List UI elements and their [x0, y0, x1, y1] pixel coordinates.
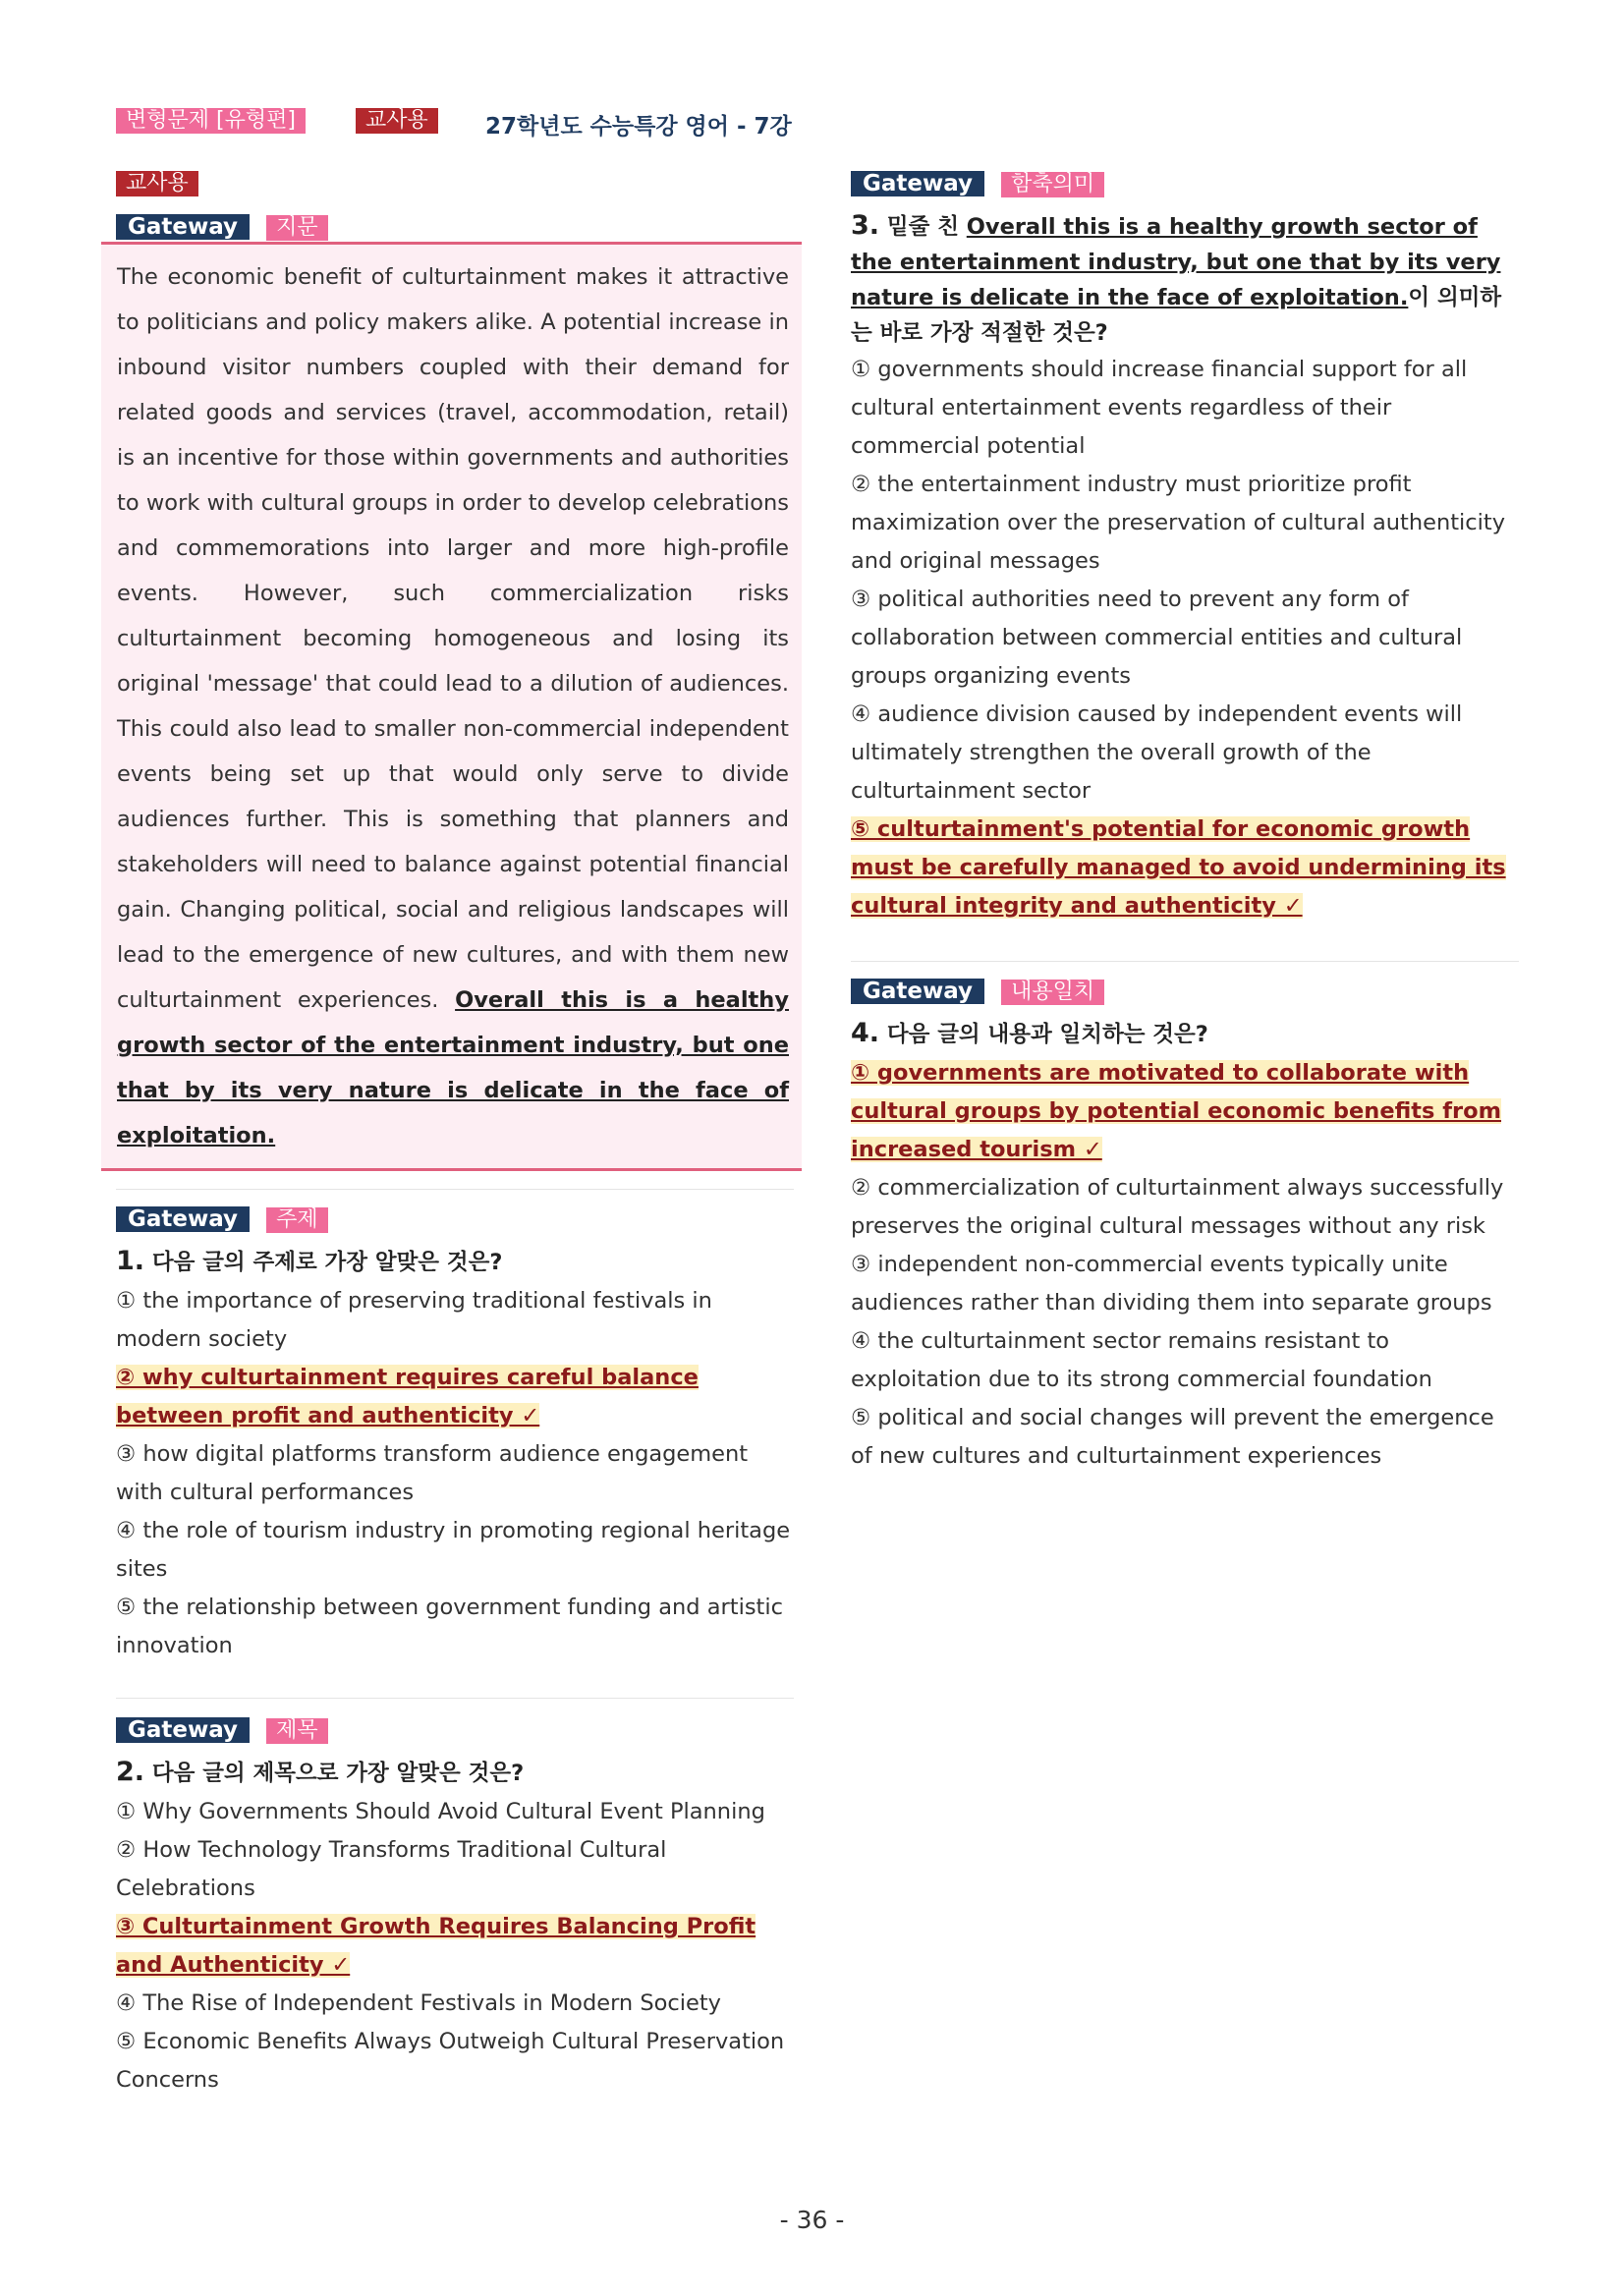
question-underlined-text: Overall this is a healthy growth sector of the entertainment industry, but one that by its very nature is delicate in the face of exploitation.	[851, 214, 1501, 310]
option-2[interactable]: ② How Technology Transforms Traditional Cultural Celebrations	[116, 1837, 667, 1901]
gateway-label: Gateway	[116, 1206, 250, 1232]
passage-underlined-sentence: Overall this is a healthy growth sector of the entertainment industry, but one that by its very nature is delicate in the face of exploitation.	[117, 987, 789, 1148]
option-4[interactable]: ④ the role of tourism industry in promoting regional heritage sites	[116, 1518, 791, 1582]
section-label: 주제	[266, 1207, 328, 1233]
question-4-stem	[851, 1014, 1519, 1054]
question-text-post: 이 의미하는 바로 가장 적절한 것은?	[851, 285, 1502, 346]
option-4[interactable]: ④ The Rise of Independent Festivals in Modern Society	[116, 1990, 721, 2016]
page-title: 27학년도 수능특강 영어 - 7강	[485, 114, 792, 140]
teacher-tag: 교사용	[356, 108, 438, 134]
passage-heading	[116, 214, 328, 241]
question-number: 4.	[851, 1018, 880, 1048]
option-5[interactable]: ⑤ the relationship between government funding and artistic innovation	[116, 1595, 783, 1658]
option-4[interactable]: ④ the culturtainment sector remains resistant to exploitation due to its strong commercial foundation	[851, 1328, 1432, 1392]
gateway-label: Gateway	[116, 1717, 250, 1743]
question-3-stem	[851, 208, 1519, 351]
option-5[interactable]: ⑤ Economic Benefits Always Outweigh Cultural Preservation Concerns	[116, 2029, 785, 2093]
question-1-stem	[116, 1242, 794, 1282]
section-label: 함축의미	[1001, 172, 1104, 197]
question-4	[851, 1014, 1519, 1476]
question-number: 3.	[851, 210, 880, 241]
teacher-badge	[356, 108, 438, 134]
option-5-answer[interactable]: ⑤ culturtainment's potential for economic growth must be carefully managed to avoid undermining its cultural integrity and authenticity ✓	[851, 816, 1506, 919]
passage-text	[117, 254, 789, 1158]
teacher-tag-left: 교사용	[116, 171, 198, 196]
option-3[interactable]: ③ independent non-commercial events typically unite audiences rather than dividing them into separate groups	[851, 1252, 1492, 1316]
teacher-section-tag	[116, 171, 198, 196]
passage-box	[101, 242, 802, 1171]
question-2-stem	[116, 1753, 794, 1793]
divider	[116, 1189, 794, 1190]
option-1-answer[interactable]: ① governments are motivated to collaborate with cultural groups by potential economic benefits from increased tourism ✓	[851, 1060, 1502, 1162]
divider	[851, 961, 1519, 962]
question-text: 다음 글의 내용과 일치하는 것은?	[886, 1022, 1208, 1047]
gateway-label: Gateway	[851, 171, 984, 196]
option-2-answer[interactable]: ② why culturtainment requires careful balance between profit and authenticity ✓	[116, 1365, 699, 1428]
header	[116, 108, 306, 134]
passage-body: The economic benefit of culturtainment makes it attractive to politicians and policy makers alike. A potential increase in inbound visitor numbers coupled with their demand for related goods and services (travel, accommodation, retail) is an incentive for those within governments and authorities to work with cultural groups in order to develop celebrations and commemorations into larger and more high-profile events. However, such commercialization risks culturtainment becoming homogeneous and losing its original 'message' that could lead to a dilution of audiences. This could also lead to smaller non-commercial independent events being set up that would only serve to divide audiences further. This is something that planners and stakeholders will need to balance against potential financial gain. Changing political, social and religious landscapes will lead to the emergence of new cultures, and with them new culturtainment experiences.	[117, 264, 789, 1013]
option-2[interactable]: ② the entertainment industry must prioritize profit maximization over the preservation of cultural authenticity and original messages	[851, 472, 1506, 574]
option-2[interactable]: ② commercialization of culturtainment always successfully preserves the original cultural messages without any risk	[851, 1175, 1504, 1239]
question-1	[116, 1242, 794, 1665]
option-1[interactable]: ① governments should increase financial support for all cultural entertainment events regardless of their commercial potential	[851, 357, 1468, 459]
q4-heading	[851, 979, 1104, 1005]
question-text: 다음 글의 제목으로 가장 알맞은 것은?	[151, 1761, 525, 1786]
option-1[interactable]: ① the importance of preserving traditional festivals in modern society	[116, 1288, 712, 1352]
q2-heading	[116, 1717, 328, 1744]
option-3[interactable]: ③ how digital platforms transform audience engagement with cultural performances	[116, 1441, 749, 1505]
question-number: 1.	[116, 1246, 145, 1276]
q3-heading	[851, 171, 1104, 197]
question-text-pre: 밑줄 친	[886, 214, 959, 240]
gateway-label: Gateway	[116, 214, 250, 240]
page-number: - 36 -	[779, 2206, 845, 2234]
section-label: 제목	[266, 1718, 328, 1744]
option-3-answer[interactable]: ③ Culturtainment Growth Requires Balancing Profit and Authenticity ✓	[116, 1914, 756, 1978]
section-label: 지문	[266, 215, 328, 241]
gateway-label: Gateway	[851, 979, 984, 1004]
divider	[116, 1698, 794, 1699]
type-tag: 변형문제 [유형편]	[116, 108, 306, 134]
question-2	[116, 1753, 794, 2100]
question-text: 다음 글의 주제로 가장 알맞은 것은?	[151, 1250, 503, 1275]
section-label: 내용일치	[1001, 980, 1104, 1005]
option-5[interactable]: ⑤ political and social changes will prevent the emergence of new cultures and culturtainment experiences	[851, 1405, 1494, 1469]
option-4[interactable]: ④ audience division caused by independent events will ultimately strengthen the overall growth of the culturtainment sector	[851, 701, 1463, 804]
option-3[interactable]: ③ political authorities need to prevent any form of collaboration between commercial entities and cultural groups organizing events	[851, 587, 1463, 689]
question-3	[851, 208, 1519, 925]
question-number: 2.	[116, 1757, 145, 1787]
option-1[interactable]: ① Why Governments Should Avoid Cultural Event Planning	[116, 1799, 765, 1824]
q1-heading	[116, 1206, 328, 1233]
